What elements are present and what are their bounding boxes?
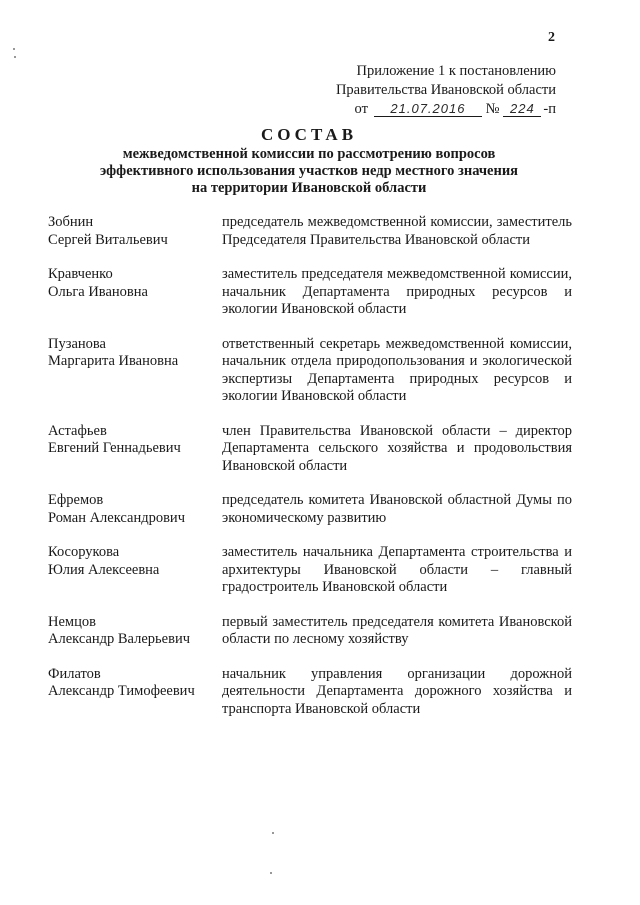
- from-label: от: [354, 101, 368, 117]
- member-surname: Ефремов: [48, 492, 104, 508]
- member-given-names: Ольга Ивановна: [48, 283, 148, 300]
- member-row: [48, 614, 572, 649]
- member-row: [48, 214, 572, 249]
- member-given-names: Сергей Витальевич: [48, 231, 168, 248]
- member-surname: Астафьев: [48, 422, 107, 439]
- member-surname: Филатов: [48, 665, 101, 682]
- appendix-header: [336, 62, 556, 119]
- document-title-block: [50, 124, 568, 197]
- member-position: заместитель начальника Департамента строительства и архитектуры Ивановской области – главный градостроитель Ивановской области: [222, 544, 572, 595]
- member-position: ответственный секретарь межведомственной комиссии, начальник отдела природопользования и экологической экспертизы Департамента природных ресурсов и экологии Ивановской области: [222, 335, 572, 404]
- order-date-number-line: [336, 100, 556, 119]
- handwritten-number: 224: [503, 101, 541, 117]
- number-label: №: [485, 101, 500, 117]
- member-row: [48, 336, 572, 406]
- member-given-names: Юлия Алексеевна: [48, 561, 160, 578]
- member-name: [48, 266, 222, 319]
- member-surname: Пузанова: [48, 335, 106, 352]
- scan-speck: [13, 48, 15, 50]
- member-name: [48, 214, 222, 249]
- member-surname: Кравченко: [48, 266, 113, 282]
- member-position: заместитель председателя межведомственной комиссии, начальник Департамента природных ресурсов и экологии Ивановской области: [222, 266, 572, 317]
- member-position: член Правительства Ивановской области – директор Департамента сельского хозяйства и продовольствия Ивановской области: [222, 422, 572, 474]
- subtitle-line-2: эффективного использования участков недр местного значения: [99, 163, 519, 179]
- member-row: [48, 544, 572, 597]
- page-number: 2: [548, 30, 555, 45]
- member-name: [48, 336, 222, 406]
- member-row: [48, 492, 572, 527]
- member-surname: Косорукова: [48, 544, 120, 560]
- member-position: председатель комитета Ивановской областной Думы по экономическому развитию: [222, 492, 572, 526]
- member-position: первый заместитель председателя комитета Ивановской области по лесному хозяйству: [222, 613, 572, 647]
- member-position: начальник управления организации дорожной деятельности Департамента дорожного хозяйства и транспорта Ивановской области: [222, 665, 572, 717]
- member-name: [48, 666, 222, 719]
- member-surname: Немцов: [48, 613, 96, 630]
- member-position: председатель межведомственной комиссии, заместитель Председателя Правительства Ивановской области: [222, 214, 572, 248]
- member-given-names: Евгений Геннадьевич: [48, 440, 181, 456]
- member-row: [48, 666, 572, 719]
- document-title: СОСТАВ: [260, 125, 358, 144]
- appendix-line-2: Правительства Ивановской области: [335, 82, 556, 98]
- member-given-names: Александр Тимофеевич: [48, 683, 195, 699]
- scan-speck: [270, 872, 272, 874]
- member-name: [48, 492, 222, 527]
- appendix-line-1: Приложение 1 к постановлению: [356, 63, 556, 79]
- member-surname: Зобнин: [48, 214, 94, 230]
- member-given-names: Александр Валерьевич: [48, 631, 190, 647]
- subtitle-line-3: на территории Ивановской области: [191, 180, 427, 196]
- member-name: [48, 423, 222, 476]
- handwritten-date: 21.07.2016: [374, 101, 482, 117]
- member-given-names: Роман Александрович: [48, 509, 185, 526]
- scan-speck: [14, 56, 16, 58]
- number-suffix: -п: [543, 101, 556, 117]
- scan-speck: [272, 832, 274, 834]
- member-name: [48, 614, 222, 649]
- commission-members-list: [48, 214, 572, 735]
- member-row: [48, 423, 572, 476]
- member-name: [48, 544, 222, 597]
- member-given-names: Маргарита Ивановна: [48, 353, 179, 369]
- subtitle-line-1: межведомственной комиссии по рассмотрению вопросов: [122, 146, 496, 162]
- member-row: [48, 266, 572, 319]
